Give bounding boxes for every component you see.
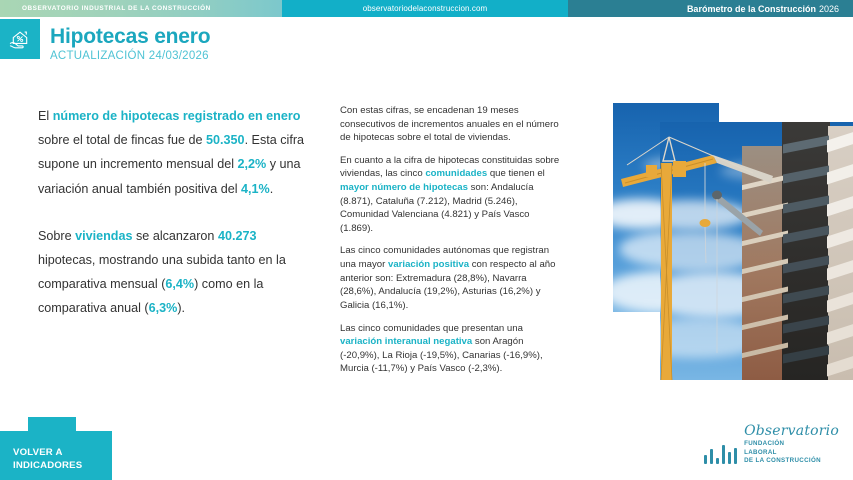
back-button-line2: INDICADORES — [13, 459, 83, 471]
mp2-h1: comunidades — [425, 168, 488, 180]
lp1-t2: sobre el total de fincas fue de — [38, 133, 207, 148]
mp2-t3: son: Andalucía (8.871), Cataluña (7.212), Madrid (5.246), Comunidad Valenciana (4.821) y País Vasco (1.869). — [340, 182, 534, 234]
site-url-text: observatoriodelaconstruccion.com — [362, 4, 488, 13]
detail-text-column — [340, 104, 562, 376]
lp2-h3: 6,4% — [165, 277, 195, 292]
brand-year: 2026 — [818, 3, 839, 14]
lp2-t3: hipotecas, mostrando una subida tanto en la comparativa mensual ( — [38, 252, 286, 292]
lp2-t2: se alcanzaron — [132, 228, 218, 243]
topbar-site-url[interactable] — [282, 0, 568, 17]
topbar-right-band — [568, 0, 853, 17]
mp4-t1: Las cinco comunidades que presentan una — [340, 322, 523, 334]
mp3-t1: Las cinco comunidades autónomas que registran una mayor — [340, 245, 550, 271]
mp2-t2: que tienen el — [487, 168, 545, 180]
lp1-t5: . — [269, 181, 274, 196]
lp2-t1: Sobre — [38, 228, 76, 243]
tower-crane-icon — [613, 103, 853, 380]
lp2-t4: ) como en la comparativa anual ( — [38, 277, 264, 316]
paragraph-top-communities — [340, 154, 562, 236]
lp1-h2: 50.350 — [206, 133, 245, 148]
lp1-t4: y una variación anual también positiva del — [38, 157, 301, 196]
mp2-h2: mayor número de hipotecas — [340, 182, 468, 194]
house-percent-icon — [0, 19, 40, 59]
paragraph-housing-mortgages — [38, 224, 306, 321]
topbar-left-band — [0, 0, 282, 17]
mp3-t2: con respecto al año anterior son: Extremadura (28,8%), Navarra (28,6%), Andalucía (19,2%), Asturias (16,2%) y Galicia (16,1%). — [340, 259, 556, 311]
mp4-h1: variación interanual negativa — [340, 336, 473, 348]
logo-script-observatorio: Observatorio — [744, 423, 839, 440]
logo-line-construccion: DE LA CONSTRUCCIÓN — [744, 457, 821, 465]
mp2-t1: En cuanto a la cifra de hipotecas constituidas sobre viviendas, las cinco — [340, 154, 560, 180]
paragraph-negative-variation — [340, 322, 562, 376]
lp1-t3: . Esta cifra supone un incremento mensual del — [38, 133, 305, 172]
mp3-h1: variación positiva — [388, 259, 470, 271]
construction-photo — [613, 103, 853, 380]
logo-text-block — [744, 424, 839, 466]
page-title-block — [50, 26, 210, 63]
lp1-t1: El — [38, 109, 53, 123]
logo-line-laboral: LABORAL — [744, 448, 777, 456]
left-summary-column — [38, 104, 306, 320]
bar-chart-icon — [704, 445, 737, 464]
back-button-line1: VOLVER A — [13, 447, 63, 458]
paragraph-consecutive-months: Con estas cifras, se encadenan 19 meses consecutivos de incrementos anuales en el número de hipotecas sobre el total de viviendas. — [340, 105, 559, 144]
page-title: Hipotecas enero — [50, 25, 211, 48]
lp1-h3: 2,2% — [237, 157, 267, 172]
paragraph-total-mortgages — [38, 104, 306, 201]
lp2-h4: 6,3% — [148, 301, 178, 316]
lp2-h1: viviendas — [75, 228, 133, 243]
lp1-h1: número de hipotecas registrado en enero — [52, 109, 301, 123]
mp4-t2: son Aragón (-20,9%), La Rioja (-19,5%), Canarias (-16,9%), Murcia (-11,7%) y País Vasco (-2,3%). — [340, 336, 543, 375]
topbar-observatory-label: OBSERVATORIO INDUSTRIAL DE LA CONSTRUCCIÓN — [22, 5, 211, 12]
page-subtitle: ACTUALIZACIÓN 24/03/2026 — [50, 50, 209, 62]
lp2-t5: ). — [177, 301, 186, 316]
top-bar — [0, 0, 853, 17]
lp1-h4: 4,1% — [241, 181, 270, 196]
logo-line-fundacion: FUNDACIÓN — [744, 440, 785, 448]
back-to-indicators-button[interactable] — [0, 417, 112, 480]
back-button-label — [13, 447, 112, 472]
brand-name: Barómetro de la Construcción — [686, 3, 816, 14]
paragraph-positive-variation — [340, 244, 562, 312]
fundacion-laboral-logo[interactable] — [704, 423, 839, 466]
back-button-tab-shape — [28, 417, 76, 431]
brand-label — [687, 4, 839, 14]
lp2-h2: 40.273 — [217, 228, 257, 243]
